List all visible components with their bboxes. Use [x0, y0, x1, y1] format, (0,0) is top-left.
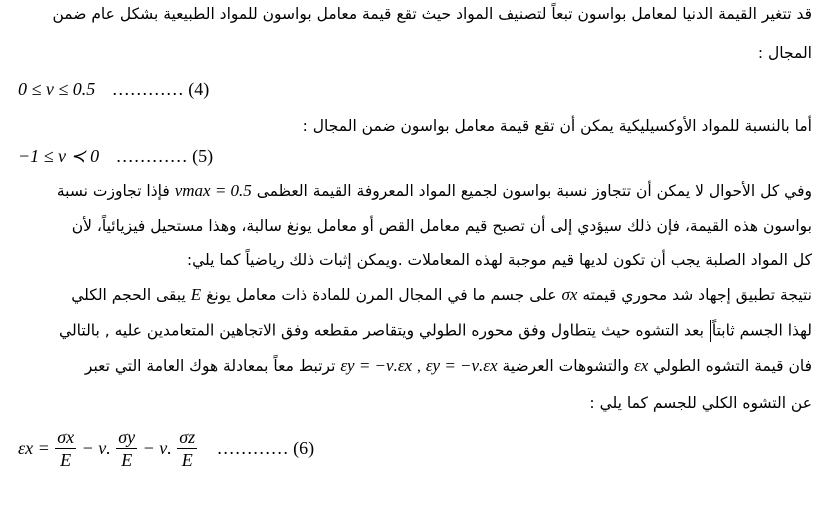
paragraph-4-line-2: [18, 320, 812, 342]
paragraph-4-line-1-text-a: نتيجة تطبيق إجهاد شد محوري قيمته: [582, 286, 812, 304]
paragraph-3-line-1: [18, 181, 812, 201]
term-2-denominator: E: [121, 450, 133, 470]
equation-6-dots: …………: [216, 438, 289, 458]
paragraph-4-line-2-text-b: بعد التشوه حيث يتطاول وفق محوره الطولي ويتقاصر مقطعه وفق الاتجاهين المتعامدين عليه , بالتالي: [59, 321, 704, 340]
equation-6-term-1: [55, 426, 76, 471]
equation-6-lhs: εx =: [18, 438, 50, 458]
paragraph-4-line-3-text-b: والتشوهات العرضية: [502, 357, 630, 375]
text-cursor: [710, 320, 711, 342]
paragraph-4-line-3: فان قيمة التشوه الطولي εx والتشوهات العرضية εy = −ν.εx , εy = −ν.εx ترتبط معاً بمعادلة هوك العامة التي تعبر: [84, 356, 812, 375]
equation-5: [18, 146, 213, 167]
equation-6-term-2: [116, 426, 137, 471]
paragraph-2-line-1: أما بالنسبة للمواد الأوكسيليكية يمكن أن تقع قيمة معامل بواسون ضمن المجال :: [302, 117, 812, 135]
transverse-strain-expression-2: εy = −ν.εx: [340, 356, 413, 375]
paragraph-3-line-1-text-b: فإذا تجاوزت نسبة: [56, 182, 170, 200]
paragraph-3-line-3: كل المواد الصلبة يجب أن تكون لديها قيم موجبة لهذه المعاملات .ويمكن إثبات ذلك رياضياً كما يلي:: [186, 251, 812, 269]
equation-5-dots: …………: [115, 146, 188, 166]
paragraph-4-line-2-text-a: لهذا الجسم ثابتاً: [711, 321, 812, 340]
paragraph-4-line-3-text-c: ترتبط معاً بمعادلة هوك العامة التي تعبر: [84, 357, 336, 375]
paragraph-4-line-4: عن التشوه الكلي للجسم كما يلي :: [589, 394, 812, 412]
equation-5-label: (5): [192, 146, 214, 166]
paragraph-1-line-1: قد تتغير القيمة الدنيا لمعامل بواسون تبعاً لتصنيف المواد حيث تقع قيمة معامل بواسون للمواد الطبيعية بشكل عام ضمن: [52, 5, 812, 23]
paragraph-3-line-2: بواسون هذه القيمة، فإن ذلك سيؤدي إلى أن تصبح قيم معامل القص أو معامل يونغ سالبة، وهذا مستحيل فيزيائياً، لأن: [71, 217, 812, 235]
epsilon-x-symbol: εx: [634, 356, 649, 375]
term-1-denominator: E: [60, 450, 72, 470]
equation-4-dots: …………: [111, 79, 184, 99]
term-3-denominator: E: [181, 450, 193, 470]
term-3-numerator: σz: [179, 427, 196, 447]
equation-4: [18, 79, 209, 100]
nu-max-expression: νmax = 0.5: [174, 181, 252, 200]
equation-6: [18, 426, 314, 471]
term-2-numerator: σy: [118, 427, 136, 447]
paragraph-4-line-1-text-c: يبقى الحجم الكلي: [71, 286, 186, 304]
paragraph-1-line-2: المجال :: [757, 44, 812, 62]
transverse-strain-expression-1: εy = −ν.εx: [425, 356, 498, 375]
paragraph-4-line-3-text-a: فان قيمة التشوه الطولي: [653, 357, 812, 375]
paragraph-3-line-1-text-a: وفي كل الأحوال لا يمكن أن تتجاوز نسبة بواسون لجميع المواد المعروفة القيمة العظمى: [256, 182, 812, 200]
paragraph-4-line-1-text-b: على جسم ما في المجال المرن للمادة ذات معامل يونغ: [206, 286, 557, 304]
young-modulus-symbol: E: [190, 285, 202, 304]
equation-5-expression: −1 ≤ ν ≺ 0: [18, 146, 100, 166]
equation-6-label: (6): [293, 438, 315, 458]
equation-6-term-3: [177, 426, 197, 471]
paragraph-4-line-1: [18, 285, 812, 305]
equation-4-label: (4): [188, 79, 210, 99]
equation-4-expression: 0 ≤ ν ≤ 0.5: [18, 79, 96, 99]
term-3-prefix: − ν.: [142, 438, 172, 458]
sigma-x-symbol: σx: [561, 285, 578, 304]
term-1-numerator: σx: [57, 427, 75, 447]
term-2-prefix: − ν.: [81, 438, 111, 458]
